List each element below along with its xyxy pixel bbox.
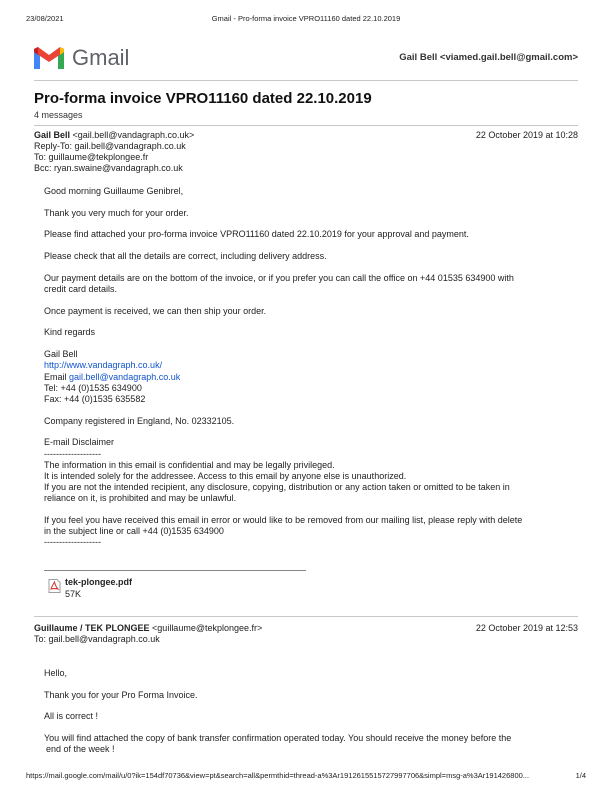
print-title: Gmail - Pro-forma invoice VPRO11160 dated 22.10.2019 xyxy=(211,14,401,23)
gmail-logo-text: Gmail xyxy=(72,45,130,70)
body-paragraph: Our payment details are on the bottom of the invoice, or if you prefer you can call the office on +44 01535 634900 with credit card details. xyxy=(44,272,514,295)
disclaimer-block: E-mail Disclaimer ------------------- The information in this email is confidential and may be legally privileged. It is intended solely for the addressee. Access to this email by anyone else is unauthorized. If you are not the intended recipient, any disclosure, copying, distribution or any action taken or omitted to be taken in reliance on it, is prohibited and may be unlawful. xyxy=(44,437,564,504)
body-paragraph: Please find attached your pro-forma invoice VPRO11160 dated 22.10.2019 for your approval and payment. xyxy=(44,229,469,240)
sender-email: <gail.bell@vandagraph.co.uk> xyxy=(72,130,195,140)
reply-to: Reply-To: gail.bell@vandagraph.co.uk xyxy=(34,141,186,151)
signature-fax: Fax: +44 (0)1535 635582 xyxy=(44,393,146,404)
pdf-file-icon xyxy=(48,579,61,593)
print-date: 23/08/2021 xyxy=(26,14,64,23)
body-paragraph: You will find attached the copy of bank transfer confirmation operated today. You should receive the money before the end of the week ! xyxy=(44,733,512,755)
signature-website-link[interactable]: http://www.vandagraph.co.uk/ xyxy=(44,360,163,371)
body-paragraph: Thank you very much for your order. xyxy=(44,207,189,218)
message2-sender[interactable] xyxy=(34,623,262,634)
attachment-size: 57K xyxy=(65,589,82,599)
thread-subject: Pro-forma invoice VPRO11160 dated 22.10.2019 xyxy=(34,90,372,107)
body-paragraph: All is correct ! xyxy=(44,711,99,722)
sender-email: <guillaume@tekplongee.fr> xyxy=(152,623,263,633)
disclaimer-separator: ------------------- xyxy=(44,537,101,548)
disclaimer-separator: ------------------- xyxy=(44,448,101,459)
account-email: Gail Bell <viamed.gail.bell@gmail.com> xyxy=(399,52,578,63)
sender-name: Gail Bell xyxy=(34,130,71,140)
print-url: https://mail.google.com/mail/u/0?ik=154df70736&view=pt&search=all&permthid=thread-a%3Ar1912615515727997706&simpl=msg-a%3Ar191426800... xyxy=(26,771,530,780)
bcc-line: Bcc: ryan.swaine@vandagraph.co.uk xyxy=(34,163,183,173)
signature-email-link[interactable]: gail.bell@vandagraph.co.uk xyxy=(69,371,181,382)
message2-header xyxy=(34,623,262,645)
page-number: 1/4 xyxy=(575,771,586,780)
message1-header xyxy=(34,130,194,174)
signature-email-line: Email gail.bell@vandagraph.co.uk xyxy=(44,371,181,382)
body-paragraph: Once payment is received, we can then ship your order. xyxy=(44,305,267,316)
signature xyxy=(44,349,564,405)
message2-date: 22 October 2019 at 12:53 xyxy=(475,623,578,633)
message1-date: 22 October 2019 at 10:28 xyxy=(475,130,578,140)
greeting: Good morning Guillaume Genibrel, xyxy=(44,186,184,196)
to-line: To: guillaume@tekplongee.fr xyxy=(34,152,149,162)
body-paragraph: Hello, xyxy=(44,668,68,678)
message1-body xyxy=(44,186,564,559)
unsubscribe-note: If you feel you have received this email in error or would like to be removed from our mailing list, please reply with delete in the subject line or call +44 (0)1535 634900 ------------------- xyxy=(44,515,564,549)
gmail-logo[interactable] xyxy=(34,44,140,72)
attachment-name[interactable]: tek-plongee.pdf xyxy=(65,577,132,587)
attachment-divider xyxy=(44,570,306,571)
disclaimer-title: E-mail Disclaimer xyxy=(44,437,115,448)
signature-tel: Tel: +44 (0)1535 634900 xyxy=(44,382,142,393)
header-divider xyxy=(34,80,578,81)
message-divider xyxy=(34,616,578,617)
subject-divider xyxy=(34,125,578,126)
sender-name: Guillaume / TEK PLONGEE xyxy=(34,623,150,633)
body-paragraph: Please check that all the details are correct, including delivery address. xyxy=(44,251,327,262)
to-line: To: gail.bell@vandagraph.co.uk xyxy=(34,634,160,644)
body-paragraph: Thank you for your Pro Forma Invoice. xyxy=(44,689,198,700)
message2-body xyxy=(44,668,564,766)
message1-sender[interactable] xyxy=(34,130,194,141)
message-count: 4 messages xyxy=(34,110,83,120)
company-registration: Company registered in England, No. 02332105. xyxy=(44,415,235,426)
body-paragraph: Kind regards xyxy=(44,327,96,338)
gmail-m-icon xyxy=(34,47,64,69)
signature-name: Gail Bell xyxy=(44,349,78,360)
